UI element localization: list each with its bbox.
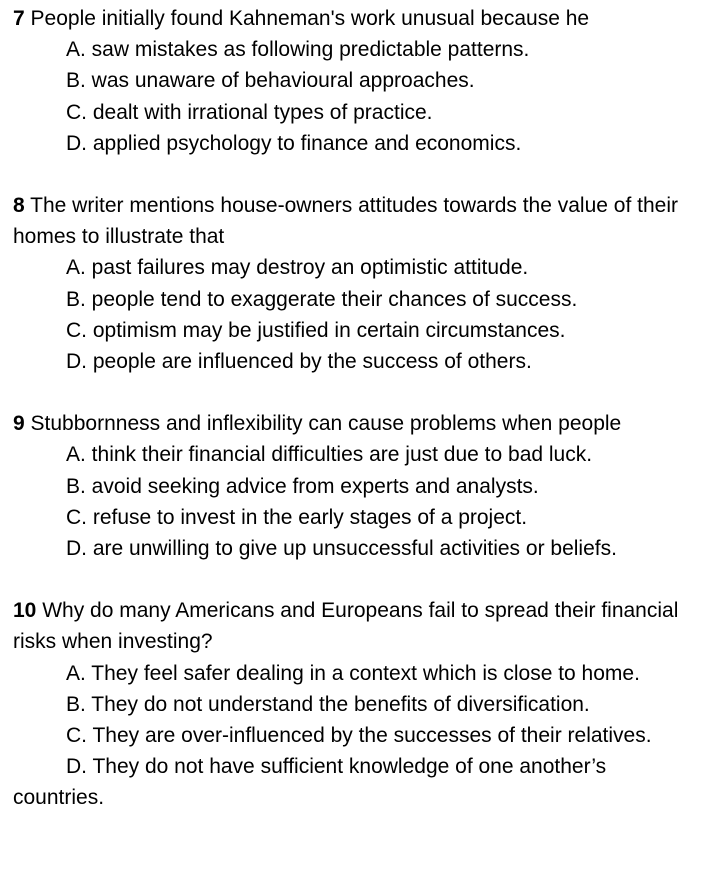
option-c: C. refuse to invest in the early stages of a project. (66, 505, 528, 529)
question-text: Stubbornness and inflexibility can cause problems when people (30, 412, 622, 436)
question-number: 9 (13, 412, 25, 436)
question-text: People initially found Kahneman's work unusual because he (30, 7, 590, 30)
option-a: A. saw mistakes as following predictable patterns. (66, 38, 530, 62)
option-d: D. They do not have sufficient knowledge of one another’s countries. (13, 755, 607, 810)
question-stem (13, 3, 693, 34)
option-a: A. They feel safer dealing in a context which is close to home. (66, 661, 640, 685)
option-b: B. They do not understand the benefits of diversification. (66, 692, 590, 716)
question-text: The writer mentions house-owners attitudes towards the value of their homes to illustrate that (13, 194, 678, 249)
option-d: D. people are influenced by the success of others. (66, 350, 532, 374)
option-b: B. was unaware of behavioural approaches. (66, 69, 475, 93)
question-stem (13, 408, 693, 439)
question-stem (13, 190, 693, 252)
question-text: Why do many Americans and Europeans fail to spread their financial risks when investing? (13, 599, 679, 654)
question-number: 10 (13, 599, 37, 623)
option-d: D. are unwilling to give up unsuccessful activities or beliefs. (66, 537, 617, 561)
option-a: A. past failures may destroy an optimistic attitude. (66, 256, 529, 280)
question-number: 8 (13, 194, 25, 218)
option-d: D. applied psychology to finance and economics. (66, 131, 522, 155)
option-c: C. They are over-influenced by the successes of their relatives. (66, 724, 652, 748)
question-8 (13, 190, 693, 377)
question-10 (13, 595, 693, 813)
question-9 (13, 408, 693, 564)
option-c: C. dealt with irrational types of practice. (66, 100, 433, 124)
option-b: B. avoid seeking advice from experts and analysts. (66, 474, 539, 498)
option-b: B. people tend to exaggerate their chances of success. (66, 287, 578, 311)
question-7 (13, 3, 693, 159)
option-c: C. optimism may be justified in certain circumstances. (66, 318, 566, 342)
option-a: A. think their financial difficulties are just due to bad luck. (66, 443, 593, 467)
question-stem (13, 595, 693, 657)
question-number: 7 (13, 7, 25, 30)
